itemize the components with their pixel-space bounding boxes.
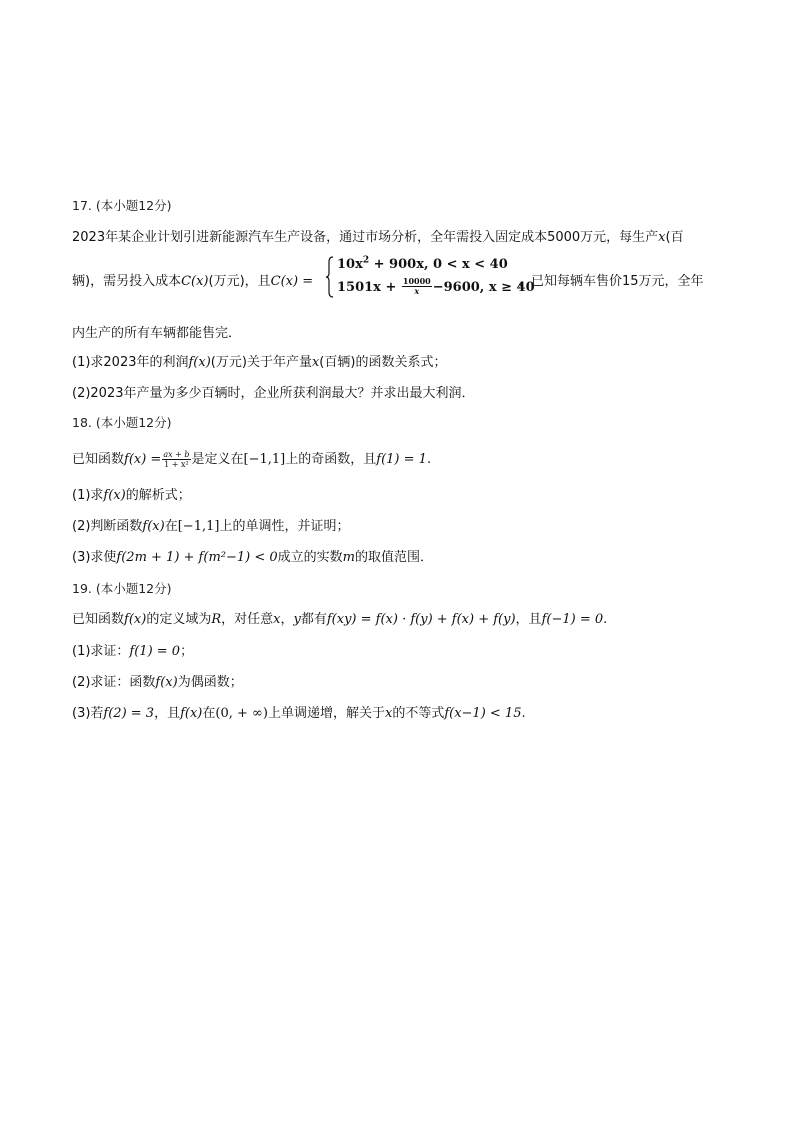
exam-page xyxy=(72,0,722,1123)
q17-piecewise xyxy=(325,255,535,298)
q19-functional-equation: f(xy) = f(x) · f(y) + f(x) + f(y) xyxy=(326,612,516,627)
q18-fraction: $\frac{ax + b}{\text{1 + x²}}$ xyxy=(163,450,190,469)
q18-sub2: (2)判断函数f(x)在[−1,1]上的单调性，并证明； xyxy=(72,519,350,534)
left-brace-icon xyxy=(325,256,335,298)
q17-line2-a: 辆)，需另投入成本 xyxy=(72,274,182,289)
q17-sub1: (1)求2023年的利润f(x)(万元)关于年产量x(百辆)的函数关系式； xyxy=(72,355,447,370)
q18-sub1: (1)求f(x)的解析式； xyxy=(72,488,191,503)
q17-piece-1: $10x^2 + 900x$, 0 < x < 40 xyxy=(337,255,508,272)
q18-interval: [−1,1] xyxy=(243,452,286,467)
q19-sub1: (1)求证：f(1) = 0； xyxy=(72,644,194,659)
q17-line1 xyxy=(72,229,684,247)
q18-sub3: (3)求使f(2m + 1) + f(m²−1) < 0成立的实数m的取值范围． xyxy=(72,550,434,565)
q18-func: f(x) = xyxy=(124,452,162,467)
q19-inequality: f(x−1) < 15 xyxy=(444,706,522,721)
q17-line1-text: 2023年某企业计划引进新能源汽车生产设备，通过市场分析，全年需投入固定成本5000万元，每生产 xyxy=(72,230,659,245)
q17-line3: 内生产的所有车辆都能售完． xyxy=(72,326,242,341)
q17-cost-func-2: C(x) xyxy=(270,274,299,289)
q19-sub2: (2)求证：函数f(x)为偶函数； xyxy=(72,675,243,690)
q17-line2-c: ，已知每辆车售价15万元，全年 xyxy=(518,274,704,289)
q17-heading: 17. (本小题12分) xyxy=(72,198,172,213)
q17-piece-2: 1501x + $\frac{10000}{x}$ −9600, x ≥ 40 xyxy=(337,276,535,296)
q18-heading: 18. (本小题12分) xyxy=(72,415,172,430)
q17-cost-func: C(x) xyxy=(181,274,209,289)
q19-line1: 已知函数f(x)的定义域为R，对任意x，y都有f(xy) = f(x) · f(y) + f(x) + f(y)，且f(−1) = 0. xyxy=(72,612,608,627)
q19-sub3: (3)若f(2) = 3，且f(x)在(0, + ∞)上单调递增，解关于x的不等式f(x−1) < 15. xyxy=(72,706,526,721)
q17-line2-b: (万元)，且 xyxy=(208,274,271,289)
q17-eq-sign: = xyxy=(298,274,314,289)
q17-line2 xyxy=(72,273,313,291)
q18-condition: f(1) = 1 xyxy=(376,452,427,467)
q17-var-x: x xyxy=(658,230,666,245)
q17-sub2: (2)2023年产量为多少百辆时，企业所获利润最大？并求出最大利润． xyxy=(72,386,475,401)
q17-line1-end: (百 xyxy=(665,230,684,245)
q18-line1: 已知函数f(x) = $\frac{ax + b}{\text{1 + x²}}$ 是定义在[−1,1]上的奇函数，且f(1) = 1. xyxy=(72,450,432,469)
q18-inequality: f(2m + 1) + f(m²−1) < 0 xyxy=(116,550,278,565)
q19-heading: 19. (本小题12分) xyxy=(72,581,172,596)
q17-profit-func: f(x) xyxy=(188,355,211,370)
q17-fraction: $\frac{10000}{x}$ xyxy=(402,276,431,296)
